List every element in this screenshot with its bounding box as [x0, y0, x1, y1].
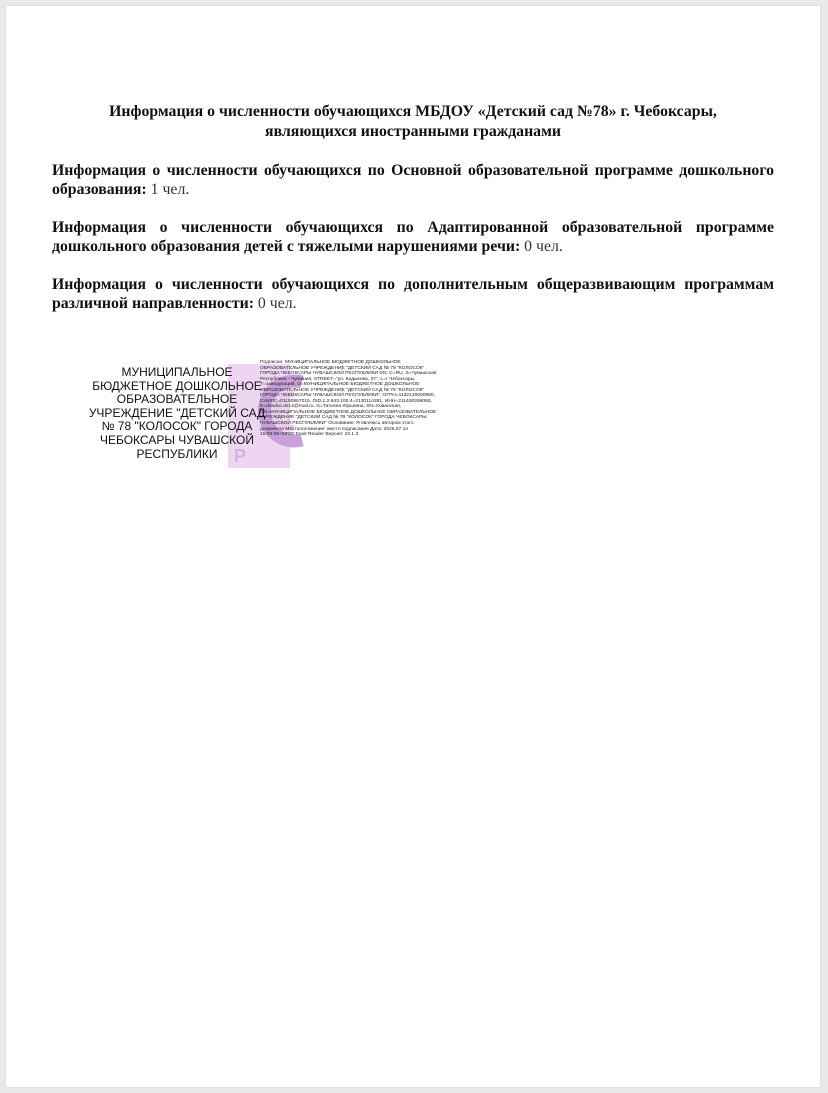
- document-title: [52, 102, 774, 142]
- info-label: Информация о численности обучающихся по Основной образовательной программе дошкольного образования:: [52, 162, 774, 198]
- signer-organization: МУНИЦИПАЛЬНОЕ БЮДЖЕТНОЕ ДОШКОЛЬНОЕ ОБРАЗОВАТЕЛЬНОЕ УЧРЕЖДЕНИЕ "ДЕТСКИЙ САД № 78 "КОЛОСОК" ГОРОДА ЧЕБОКСАРЫ ЧУВАШСКОЙ РЕСПУБЛИКИ: [88, 365, 266, 461]
- svg-text:P: P: [234, 446, 247, 466]
- info-value: 0 чел.: [253, 295, 297, 312]
- info-value: 1 чел.: [146, 181, 190, 198]
- signature-details: Подписан: МУНИЦИПАЛЬНОЕ БЮДЖЕТНОЕ ДОШКОЛЬНОЕ ОБРАЗОВАТЕЛЬНОЕ УЧРЕЖДЕНИЕ "ДЕТСКИЙ САД № 78 "КОЛОСОК" ГОРОДА ЧЕБОКСАРЫ ЧУВАШСКОЙ РЕСПУБЛИКИ DN: C=RU, S=Чувашская Республика - Чувашия, STREET="ул. Кадыкова, 37", L=г Чебоксары, T=заведующий, O=МУНИЦИПАЛЬНОЕ БЮДЖЕТНОЕ ДОШКОЛЬНОЕ ОБРАЗОВАТЕЛЬНОЕ УЧРЕЖДЕНИЕ "ДЕТСКИЙ САД № 78 "КОЛОСОК" ГОРОДА ЧЕБОКСАРЫ ЧУВАШСКОЙ РЕСПУБЛИКИ", ОГРН=1132130000980, СНИЛС=01150867015, OID.1.2.643.100.4=2130114281, ИНН=211400266060, E=dsadco.ds14@mail.ru, G=Татьяна Юрьевна, SN=Хованская, CN=МУНИЦИПАЛЬНОЕ БЮДЖЕТНОЕ ДОШКОЛЬНОЕ ОБРАЗОВАТЕЛЬНОЕ УЧРЕЖДЕНИЕ "ДЕТСКИЙ САД № 78 "КОЛОСОК" ГОРОДА ЧЕБОКСАРЫ ЧУВАШСКОЙ РЕСПУБЛИКИ" Основание: Я являюсь автором этого документа Местоположение: место подписания Дата: 2025.07.14 15:09:55+03'00' Foxit Reader Версия: 10.1.3: [260, 360, 437, 438]
- info-value: 0 чел.: [520, 238, 563, 255]
- info-label: Информация о численности обучающихся по дополнительным общеразвивающим программам различной направленности:: [52, 276, 774, 312]
- info-paragraph-additional-programs: [52, 275, 774, 313]
- info-paragraph-main-program: [52, 161, 774, 199]
- info-paragraph-adapted-program: [52, 218, 774, 256]
- info-label: Информация о численности обучающихся по Адаптированной образовательной программе дошкольного образования детей с тяжелыми нарушениями речи:: [52, 219, 774, 255]
- digital-signature-stamp: [88, 360, 448, 472]
- title-line-1: Информация о численности обучающихся МБДОУ «Детский сад №78» г. Чебоксары,: [109, 103, 717, 120]
- title-line-2: являющихся иностранными гражданами: [265, 123, 561, 140]
- document-page: [6, 6, 820, 1087]
